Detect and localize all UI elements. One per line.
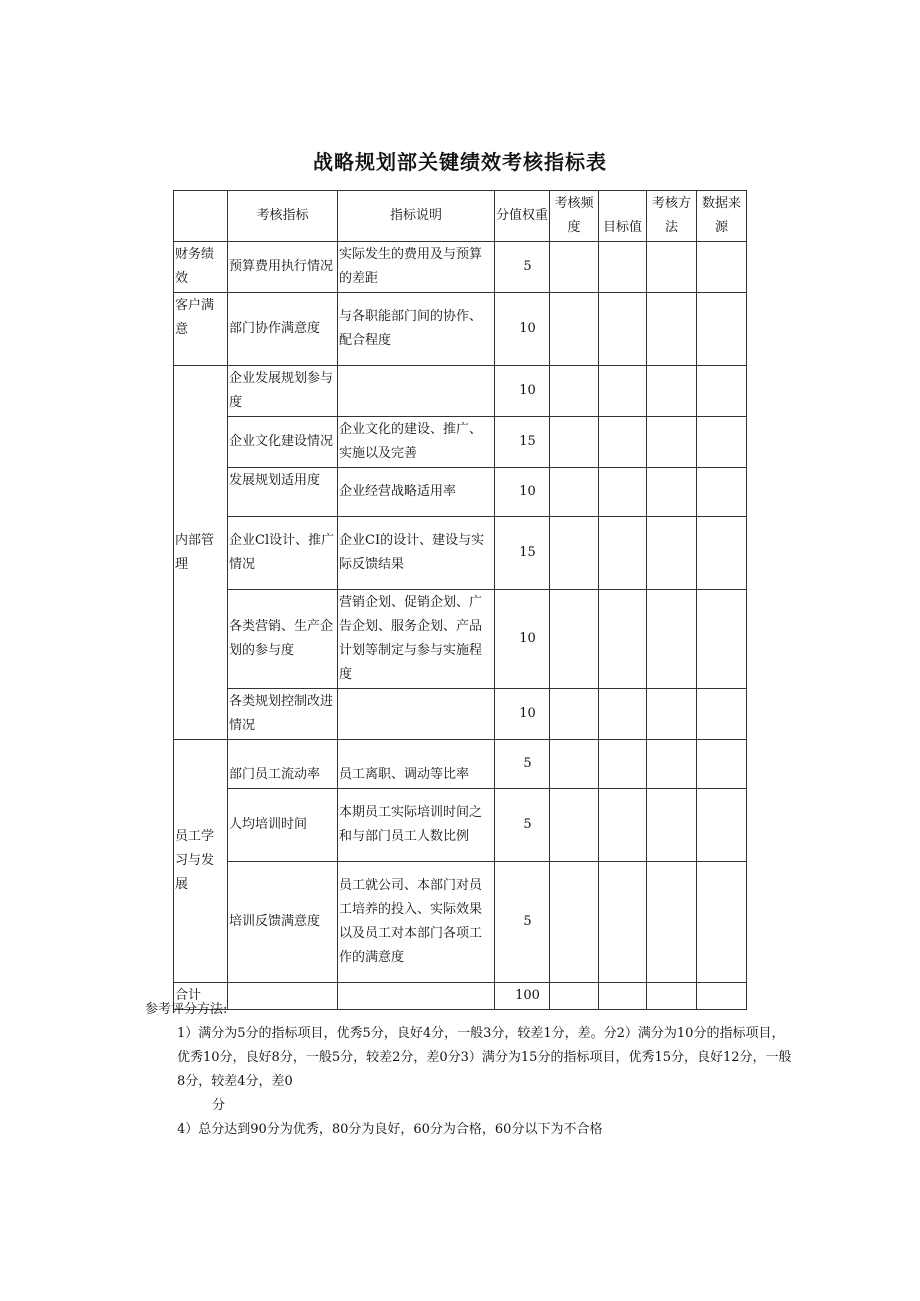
table-row bbox=[174, 417, 747, 468]
description-cell: 营销企划、促销企划、广告企划、服务企划、产品计划等制定与参与实施程度 bbox=[338, 590, 495, 689]
description-cell bbox=[338, 689, 495, 740]
description-cell bbox=[338, 366, 495, 417]
frequency-cell bbox=[550, 366, 599, 417]
source-cell bbox=[697, 468, 747, 517]
method-cell bbox=[647, 417, 697, 468]
frequency-cell bbox=[550, 417, 599, 468]
frequency-cell bbox=[550, 862, 599, 983]
target-cell bbox=[599, 366, 647, 417]
method-cell bbox=[647, 242, 697, 293]
notes-line-1-tail: 分 bbox=[212, 1098, 226, 1113]
weight-cell: 10 bbox=[495, 366, 550, 417]
target-cell bbox=[599, 789, 647, 862]
target-cell bbox=[599, 293, 647, 366]
description-cell: 实际发生的费用及与预算的差距 bbox=[338, 242, 495, 293]
frequency-cell bbox=[550, 242, 599, 293]
frequency-cell bbox=[550, 590, 599, 689]
frequency-cell bbox=[550, 468, 599, 517]
source-cell bbox=[697, 293, 747, 366]
weight-cell: 10 bbox=[495, 293, 550, 366]
header-indicator: 考核指标 bbox=[228, 191, 338, 242]
header-source: 数据来源 bbox=[697, 191, 747, 242]
table-row bbox=[174, 862, 747, 983]
weight-cell: 15 bbox=[495, 517, 550, 590]
table-row bbox=[174, 689, 747, 740]
method-cell bbox=[647, 293, 697, 366]
indicator-cell: 企业Cl设计、推广情况 bbox=[228, 517, 338, 590]
target-cell bbox=[599, 590, 647, 689]
indicator-cell: 预算费用执行情况 bbox=[228, 242, 338, 293]
indicator-cell: 人均培训时间 bbox=[228, 789, 338, 862]
weight-cell: 10 bbox=[495, 590, 550, 689]
indicator-cell: 部门协作满意度 bbox=[228, 293, 338, 366]
description-cell: 员工就公司、本部门对员工培养的投入、实际效果以及员工对本部门各项工作的满意度 bbox=[338, 862, 495, 983]
notes-label: 参考评分方法: bbox=[145, 1002, 228, 1017]
table-row bbox=[174, 590, 747, 689]
description-cell: 企业CI的设计、建设与实际反馈结果 bbox=[338, 517, 495, 590]
target-cell bbox=[599, 689, 647, 740]
description-cell: 企业文化的建设、推广、实施以及完善 bbox=[338, 417, 495, 468]
indicator-cell: 培训反馈满意度 bbox=[228, 862, 338, 983]
group-learning: 员工学习与发展 bbox=[174, 740, 228, 983]
method-cell bbox=[647, 366, 697, 417]
weight-cell: 5 bbox=[495, 740, 550, 789]
source-cell bbox=[697, 689, 747, 740]
weight-cell: 5 bbox=[495, 862, 550, 983]
frequency-cell bbox=[550, 517, 599, 590]
weight-cell: 5 bbox=[495, 242, 550, 293]
target-cell bbox=[599, 242, 647, 293]
frequency-cell bbox=[550, 689, 599, 740]
target-cell bbox=[599, 740, 647, 789]
target-cell bbox=[599, 468, 647, 517]
total-label: 合计 bbox=[174, 983, 228, 1010]
frequency-cell bbox=[550, 789, 599, 862]
source-cell bbox=[697, 366, 747, 417]
method-cell bbox=[647, 689, 697, 740]
source-cell bbox=[697, 242, 747, 293]
source-cell bbox=[697, 417, 747, 468]
header-weight: 分值权重 bbox=[495, 191, 550, 242]
indicator-cell: 各类营销、生产企划的参与度 bbox=[228, 590, 338, 689]
frequency-cell bbox=[550, 293, 599, 366]
table-row bbox=[174, 517, 747, 590]
frequency-cell bbox=[550, 740, 599, 789]
total-weight: 100 bbox=[495, 983, 550, 1010]
notes-line-1: 1）满分为5分的指标项目，优秀5分，良好4分，一般3分，较差1分，差。分2）满分为10分的指标项目，优秀10分，良好8分，一般5分，较差2分，差0分3）满分为15分的指标项目，优秀15分，良好12分，一般8分，较差4分，差0 bbox=[177, 1026, 792, 1089]
table-row bbox=[174, 740, 747, 789]
header-target: 目标值 bbox=[599, 191, 647, 242]
source-cell bbox=[697, 517, 747, 590]
indicator-cell: 各类规划控制改进情况 bbox=[228, 689, 338, 740]
source-cell bbox=[697, 590, 747, 689]
weight-cell: 5 bbox=[495, 789, 550, 862]
target-cell bbox=[599, 517, 647, 590]
description-cell: 员工离职、调动等比率 bbox=[338, 740, 495, 789]
weight-cell: 10 bbox=[495, 689, 550, 740]
header-method: 考核方法 bbox=[647, 191, 697, 242]
table-row bbox=[174, 468, 747, 517]
weight-cell: 10 bbox=[495, 468, 550, 517]
method-cell bbox=[647, 517, 697, 590]
source-cell bbox=[697, 740, 747, 789]
method-cell bbox=[647, 862, 697, 983]
indicator-cell: 企业发展规划参与度 bbox=[228, 366, 338, 417]
group-internal: 内部管理 bbox=[174, 366, 228, 740]
group-finance: 财务绩效 bbox=[174, 242, 228, 293]
weight-cell: 15 bbox=[495, 417, 550, 468]
indicator-cell: 发展规划适用度 bbox=[228, 468, 338, 517]
group-customer: 客户满意 bbox=[174, 293, 228, 366]
table-row bbox=[174, 789, 747, 862]
header-row bbox=[174, 191, 747, 242]
kpi-table bbox=[173, 190, 747, 1010]
page-title: 战略规划部关键绩效考核指标表 bbox=[313, 150, 607, 174]
target-cell bbox=[599, 417, 647, 468]
method-cell bbox=[647, 789, 697, 862]
header-frequency: 考核频度 bbox=[550, 191, 599, 242]
table-row bbox=[174, 366, 747, 417]
indicator-cell: 部门员工流动率 bbox=[228, 740, 338, 789]
table-row bbox=[174, 293, 747, 366]
description-cell: 与各职能部门间的协作、配合程度 bbox=[338, 293, 495, 366]
source-cell bbox=[697, 789, 747, 862]
method-cell bbox=[647, 468, 697, 517]
source-cell bbox=[697, 862, 747, 983]
table-row bbox=[174, 242, 747, 293]
indicator-cell: 企业文化建设情况 bbox=[228, 417, 338, 468]
description-cell: 本期员工实际培训时间之和与部门员工人数比例 bbox=[338, 789, 495, 862]
header-category bbox=[174, 191, 228, 242]
scoring-notes bbox=[145, 998, 795, 1142]
header-description: 指标说明 bbox=[338, 191, 495, 242]
description-cell: 企业经营战略适用率 bbox=[338, 468, 495, 517]
method-cell bbox=[647, 740, 697, 789]
target-cell bbox=[599, 862, 647, 983]
notes-line-2: 4）总分达到90分为优秀，80分为良好，60分为合格，60分以下为不合格 bbox=[177, 1122, 603, 1137]
method-cell bbox=[647, 590, 697, 689]
